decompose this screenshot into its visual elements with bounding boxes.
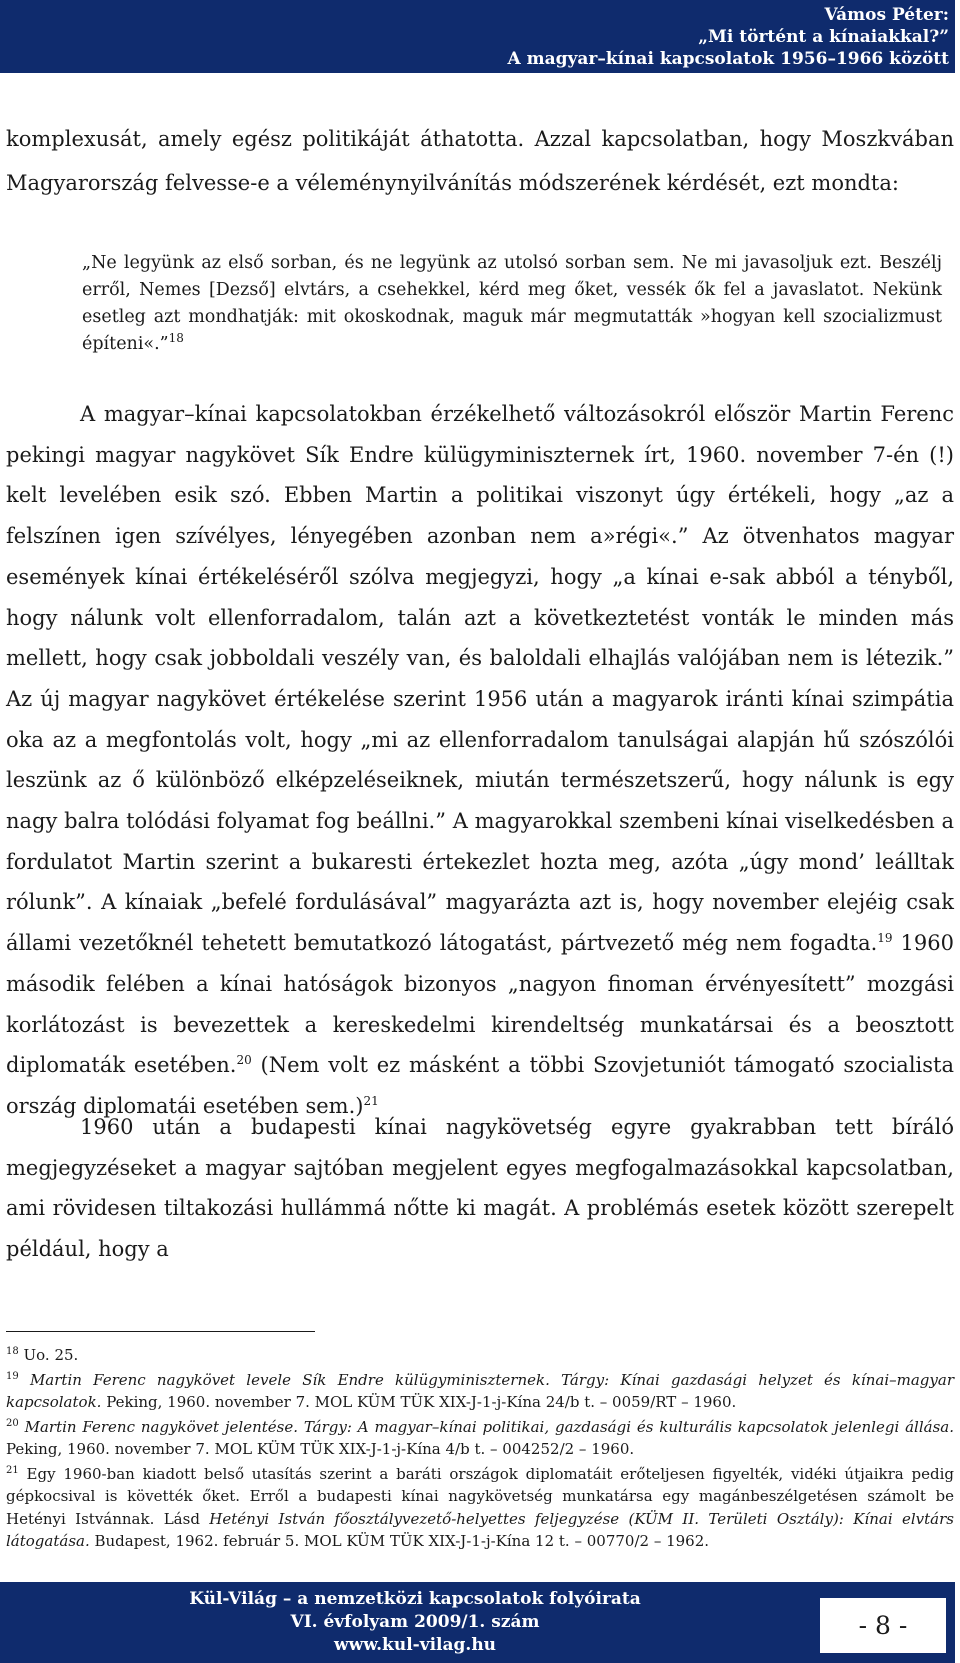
paragraph-martin: [6, 394, 954, 1127]
footer-info: [0, 1588, 830, 1657]
quote-text: „Ne legyünk az első sorban, és ne legyünk az utolsó sorban sem. Ne mi javasoljuk ezt. Beszélj erről, Nemes [Dezső] elvtárs, a csehekkel, kérd meg őket, vessék ők fel a javaslatot. Nekünk esetleg azt mondhatják: mit okoskodnak, maguk már megmutatták »hogyan kell szocializmust építeni«.”: [82, 253, 942, 354]
footer-url[interactable]: www.kul-vilag.hu: [333, 1635, 497, 1655]
footnote-text: Uo. 25.: [23, 1346, 79, 1364]
paragraph-martin-part-b: 1960 második felében a kínai hatóságok bizonyos „nagyon finoman érvényesített” mozgási korlátozást is bevezettek a kereskedelmi kirendeltség munkatársai és a beosztott diplomaták esetében.: [6, 931, 954, 1078]
paragraph-martin-part-c: (Nem volt ez másként a többi Szovjetuniót támogató szocialista ország diplomatái esetében sem.): [6, 1053, 954, 1118]
footnote-text: Peking, 1960. november 7. MOL KÜM TÜK XIX-J-1-j-Kína 24/b t. – 0059/RT – 1960.: [101, 1393, 737, 1411]
footnotes: [6, 1344, 954, 1555]
paragraph-intro: komplexusát, amely egész politikáját áthatotta. Azzal kapcsolatban, hogy Moszkvában Magyarország felvesse-e a véleménynyilvánítás módszerének kérdését, ezt mondta:: [6, 127, 954, 195]
page-header: [0, 0, 955, 73]
paragraph-martin-part-a: A magyar–kínai kapcsolatokban érzékelhető változásokról először Martin Ferenc pekingi magyar nagykövet Sík Endre külügyminiszternek írt, 1960. november 7-én (!) kelt levelében esik szó. Ebben Martin a politikai viszonyt úgy értékeli, hogy „az a felszínen igen szívélyes, lényegében azonban nem a»régi«.” Az ötvenhatos magyar események kínai értékeléséről szólva megjegyzi, hogy „a kínai e-sak abból a tényből, hogy nálunk volt ellenforradalom, talán azt a következtetést vonták le minden más mellett, hogy csak jobboldali veszély van, és baloldali elhajlás valójában nem is létezik.” Az új magyar nagykövet értékelése szerint 1956 után a magyarok iránti kínai szimpátia oka az a megfontolás volt, hogy „mi az ellenforradalom tanulságai alapján hű szószólói leszünk az ő különböző elképzeléseiknek, miután természetszerű, hogy nálunk is egy nagy balra tolódási folyamat fog beállni.” A magyarokkal szembeni kínai viselkedésben a fordulatot Martin szerint a bukaresti értekezlet hozta meg, azóta „úgy mond’ leálltak rólunk”. A kínaiak „befelé fordulásával” magyarázta azt is, hogy november elejéig csak állami vezetőknél tehetett bemutatkozó látogatást, pártvezető még nem fogadta.: [6, 402, 954, 956]
paragraph-embassy: 1960 után a budapesti kínai nagykövetség egyre gyakrabban tett bíráló megjegyzéseket a magyar sajtóban megjelent egyes megfogalmazásokkal kapcsolatban, ami rövidesen tiltakozási hullámmá nőtte ki magát. A problémás esetek között szerepelt például, hogy a: [6, 1115, 954, 1262]
footnote-citation: Martin Ferenc nagykövet levele Sík Endre külügyminiszternek. Tárgy: Kínai gazdasági helyzet és kínai–magyar kapcsolatok.: [6, 1370, 954, 1411]
footnote-21: [6, 1463, 954, 1553]
footer-journal: Kül-Világ – a nemzetközi kapcsolatok folyóirata: [189, 1589, 641, 1609]
footnote-ref-19: 19: [877, 931, 893, 946]
footnote-citation: Martin Ferenc nagykövet jelentése. Tárgy: A magyar–kínai politikai, gazdasági és kulturális kapcsolatok jelenlegi állása.: [24, 1417, 954, 1436]
footnote-text: Egy 1960-ban kiadott belső utasítás szerint a baráti országok diplomatáit erőteljesen figyelték, vidéki útjaikra pedig gépkocsival is követték őket. Erről a budapesti kínai nagykövetség munkatársa egy magánbeszélgetésen számolt be Hetényi Istvánnak. Lásd: [6, 1464, 954, 1528]
footnote-number: 21: [6, 1464, 19, 1476]
footnote-number: 18: [6, 1346, 19, 1357]
footnote-19: [6, 1369, 954, 1414]
footnote-ref-21: 21: [363, 1093, 379, 1108]
footnote-citation: Hetényi István főosztályvezető-helyettes feljegyzése (KÜM II. Területi Osztály): Kínai elvtárs látogatása.: [6, 1509, 954, 1550]
footnote-number: 19: [6, 1370, 19, 1382]
header-title: „Mi történt a kínaiakkal?”: [698, 27, 949, 47]
footer-issue: VI. évfolyam 2009/1. szám: [290, 1612, 540, 1632]
footnote-ref-20: 20: [236, 1053, 252, 1068]
footnote-text: Peking, 1960. november 7. MOL KÜM TÜK XIX-J-1-j-Kína 4/b t. – 004252/2 – 1960.: [6, 1440, 635, 1458]
header-author: Vámos Péter:: [824, 5, 949, 25]
header-subtitle: A magyar–kínai kapcsolatok 1956–1966 között: [507, 49, 949, 69]
footnote-18: [6, 1344, 954, 1367]
footnote-number: 20: [6, 1417, 19, 1429]
footnote-ref-18: 18: [168, 331, 184, 346]
block-quote: [82, 250, 942, 358]
page-number: - 8 -: [820, 1598, 946, 1653]
footnote-divider: [6, 1331, 315, 1332]
footnote-20: [6, 1416, 954, 1461]
page-footer: [0, 1582, 955, 1663]
footnote-text-end: Budapest, 1962. február 5. MOL KÜM TÜK XIX-J-1-j-Kína 12 t. – 00770/2 – 1962.: [89, 1532, 710, 1550]
